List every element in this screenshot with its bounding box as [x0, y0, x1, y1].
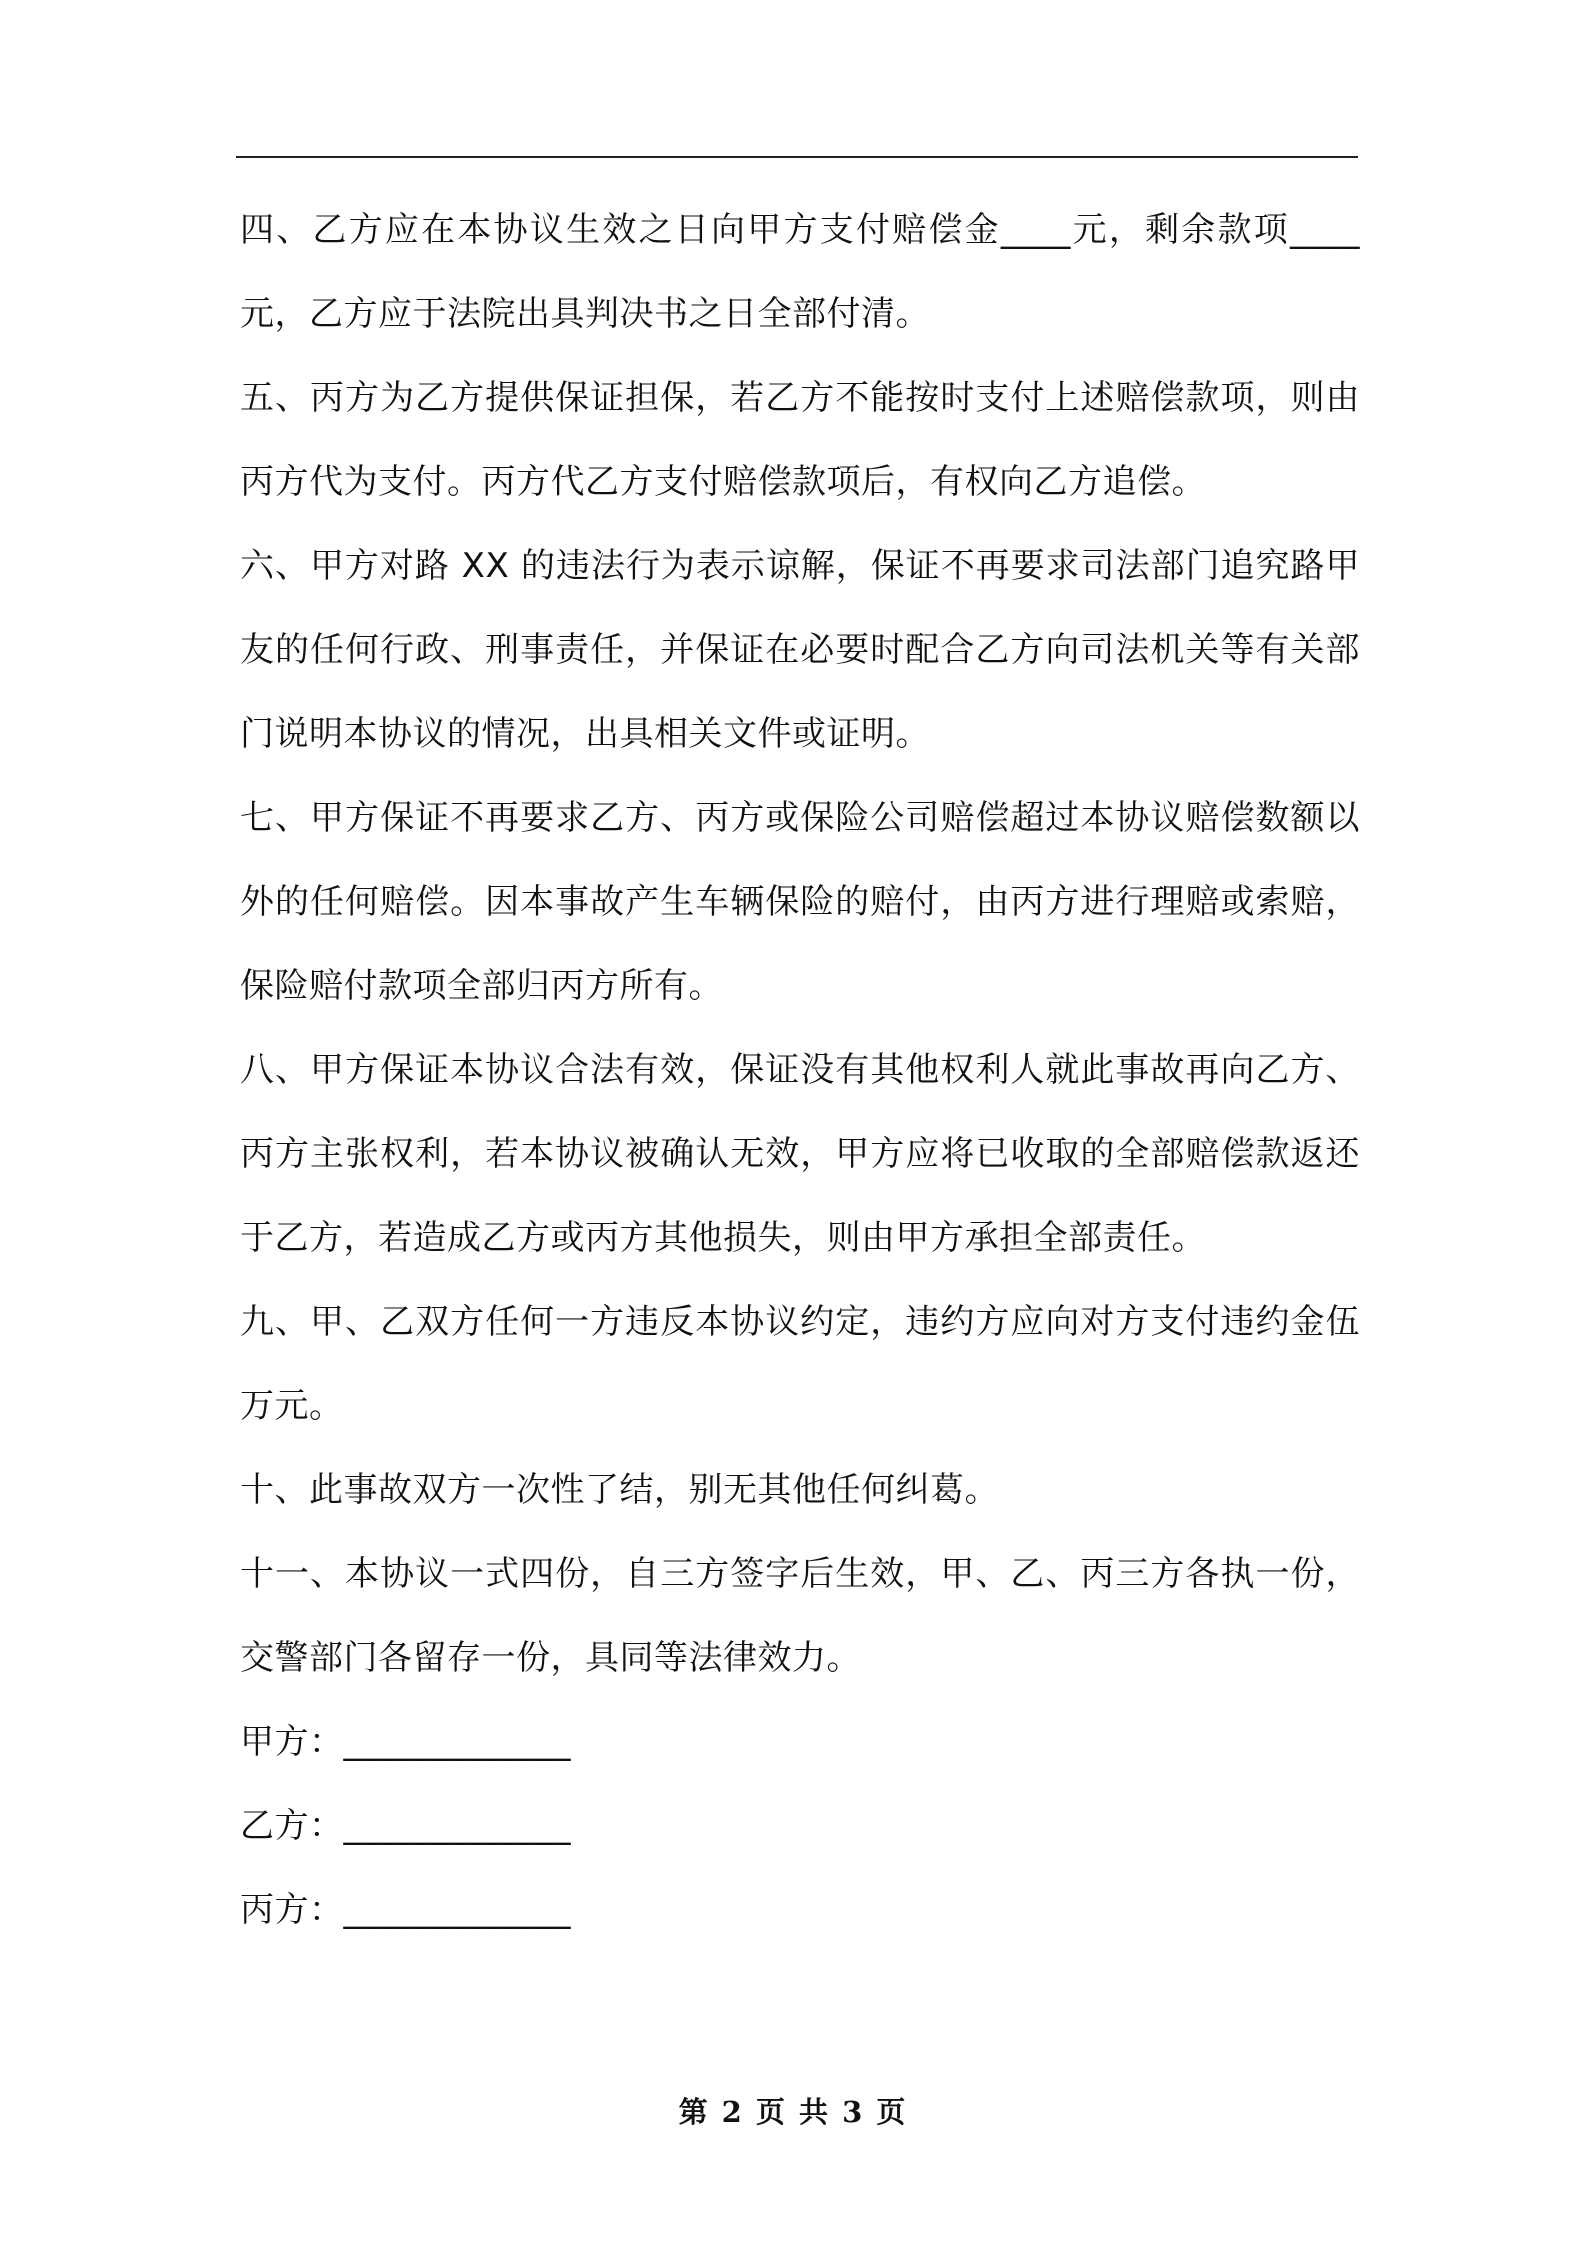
clause-11: 十一、本协议一式四份，自三方签字后生效，甲、乙、丙三方各执一份，交警部门各留存一份，具同等法律效力。	[240, 1554, 1360, 1678]
clause-8: 八、甲方保证本协议合法有效，保证没有其他权利人就此事故再向乙方、丙方主张权利，若本协议被确认无效，甲方应将已收取的全部赔偿款返还于乙方，若造成乙方或丙方其他损失，则由甲方承担全部责任。	[240, 1050, 1360, 1258]
clause-4: 四、乙方应在本协议生效之日向甲方支付赔偿金____元，剩余款项____元，乙方应于法院出具判决书之日全部付清。	[240, 210, 1360, 334]
clause-6: 六、甲方对路 XX 的违法行为表示谅解，保证不再要求司法部门追究路甲友的任何行政、刑事责任，并保证在必要时配合乙方向司法机关等有关部门说明本协议的情况，出具相关文件或证明。	[240, 546, 1360, 754]
clause-7: 七、甲方保证不再要求乙方、丙方或保险公司赔偿超过本协议赔偿数额以外的任何赔偿。因本事故产生车辆保险的赔付，由丙方进行理赔或索赔，保险赔付款项全部归丙方所有。	[240, 798, 1360, 1006]
clause-5: 五、丙方为乙方提供保证担保，若乙方不能按时支付上述赔偿款项，则由丙方代为支付。丙方代乙方支付赔偿款项后，有权向乙方追偿。	[240, 378, 1360, 502]
header-divider	[236, 156, 1358, 158]
clause-9: 九、甲、乙双方任何一方违反本协议约定，违约方应向对方支付违约金伍万元。	[240, 1302, 1360, 1426]
signature-party-a: 甲方：_____________	[240, 1722, 571, 1762]
page-number: 第 2 页 共 3 页	[678, 2095, 908, 2129]
signature-party-b: 乙方：_____________	[240, 1806, 571, 1846]
clause-10: 十、此事故双方一次性了结，别无其他任何纠葛。	[240, 1470, 999, 1510]
signature-party-c: 丙方：_____________	[240, 1890, 571, 1930]
agreement-body	[240, 188, 1360, 1952]
